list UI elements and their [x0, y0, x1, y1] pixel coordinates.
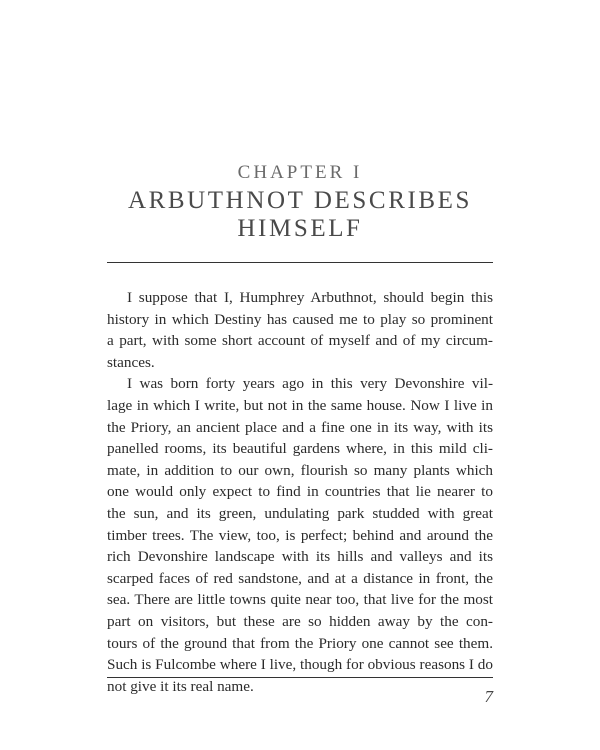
page-number: 7 [484, 687, 493, 706]
text-line: a part, with some short account of myself and of my circum- [107, 332, 493, 350]
text-line: scarped faces of red sandstone, and at a distance in front, the [107, 569, 493, 587]
text-line: I suppose that I, Humphrey Arbuthnot, should begin this [127, 289, 493, 306]
text-line: not give it its real name. [107, 677, 254, 695]
bottom-rule [107, 677, 493, 678]
text-line: mate, in addition to our own, flourish so many plants which [107, 461, 493, 479]
text-line: history in which Destiny has caused me to play so prominent [107, 310, 493, 328]
text-line: timber trees. The view, too, is perfect; behind and around the [107, 526, 493, 544]
text-line: part on visitors, but these are so hidden away by the con- [107, 612, 493, 630]
text-line: rich Devonshire landscape with its hills and valleys and its [107, 548, 493, 566]
top-rule [107, 262, 493, 263]
text-line: Such is Fulcombe where I live, though for obvious reasons I do [107, 656, 493, 674]
text-line: sea. There are little towns quite near too, that live for the most [107, 591, 493, 609]
text-line: one would only expect to find in countries that lie nearer to [107, 483, 493, 501]
body-text [107, 287, 493, 697]
text-line: tours of the ground that from the Priory one cannot see them. [107, 634, 493, 652]
text-line: stances. [107, 353, 155, 371]
chapter-label: CHAPTER I [237, 162, 363, 183]
text-line: the Priory, an ancient place and a fine one in its way, with its [107, 418, 493, 436]
text-line: the sun, and its green, undulating park studded with great [107, 504, 493, 522]
text-line: lage in which I write, but not in the same house. Now I live in [107, 396, 493, 414]
text-line: panelled rooms, its beautiful gardens where, in this mild cli- [107, 440, 493, 458]
text-line: I was born forty years ago in this very Devonshire vil- [127, 375, 493, 393]
chapter-title: ARBUTHNOT DESCRIBES HIMSELF [127, 187, 473, 242]
